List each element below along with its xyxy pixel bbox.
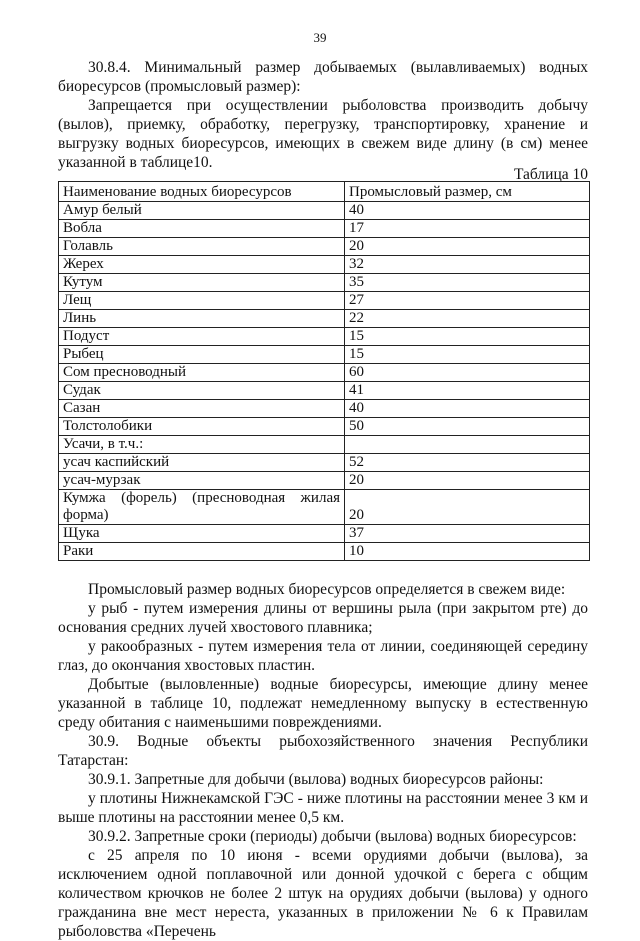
species-name: усач-мурзак	[59, 472, 345, 490]
min-size: 60	[345, 364, 590, 382]
min-size: 27	[345, 292, 590, 310]
table-row	[59, 364, 590, 382]
table-row	[59, 256, 590, 274]
min-size: 40	[345, 202, 590, 220]
body-paragraph: с 25 апреля по 10 июня - всеми орудиями добычи (вылова), за исключением одной поплавочной или донной удочкой с берега с общим количеством крючков не более 2 штук на орудиях добычи (вылова) у одного гражданина вне мест нереста, указанных в приложении № 6 к Правилам рыболовства «Перечень	[58, 847, 588, 940]
min-size: 40	[345, 400, 590, 418]
body-section	[58, 580, 588, 941]
table-row	[59, 543, 590, 561]
species-name: усач каспийский	[59, 454, 345, 472]
species-name: Вобла	[59, 220, 345, 238]
min-size: 20	[345, 238, 590, 256]
species-name: Голавль	[59, 238, 345, 256]
min-size: 37	[345, 525, 590, 543]
prohibition-paragraph: Запрещается при осуществлении рыболовства производить добычу (вылов), приемку, обработку, перегрузку, транспортировку, хранение и выгрузку водных биоресурсов, имеющих в свежем виде длину (в см) менее указанной в таблице10.	[58, 97, 588, 171]
species-name: Щука	[59, 525, 345, 543]
table-row	[59, 274, 590, 292]
species-name: Лещ	[59, 292, 345, 310]
table-row	[59, 472, 590, 490]
min-size: 32	[345, 256, 590, 274]
min-size	[345, 436, 590, 454]
table-caption: Таблица 10	[513, 166, 588, 183]
table-row	[59, 454, 590, 472]
body-paragraph: у плотины Нижнекамской ГЭС - ниже плотины на расстоянии менее 3 км и выше плотины на расстоянии менее 0,5 км.	[58, 790, 588, 826]
table-row	[59, 310, 590, 328]
species-name: Жерех	[59, 256, 345, 274]
table-row	[59, 490, 590, 525]
header-name: Наименование водных биоресурсов	[59, 182, 345, 202]
species-name: Сазан	[59, 400, 345, 418]
table-row	[59, 525, 590, 543]
table-row	[59, 382, 590, 400]
min-size: 35	[345, 274, 590, 292]
min-size: 20	[345, 490, 590, 525]
min-size: 17	[345, 220, 590, 238]
table-row	[59, 436, 590, 454]
table-header-row	[59, 182, 590, 202]
body-paragraph: Добытые (выловленные) водные биоресурсы, имеющие длину менее указанной в таблице 10, подлежат немедленному выпуску в естественную среду обитания с наименьшими повреждениями.	[58, 676, 588, 731]
page-number: 39	[313, 30, 327, 45]
min-size: 41	[345, 382, 590, 400]
table-row	[59, 346, 590, 364]
table-row	[59, 220, 590, 238]
section-heading-30-8-4: 30.8.4. Минимальный размер добываемых (вылавливаемых) водных биоресурсов (промысловый размер):	[58, 59, 588, 95]
min-size: 52	[345, 454, 590, 472]
body-paragraph: у ракообразных - путем измерения тела от линии, соединяющей середину глаз, до окончания хвостовых пластин.	[58, 638, 588, 674]
body-paragraph: 30.9.1. Запретные для добычи (вылова) водных биоресурсов районы:	[88, 771, 544, 788]
min-size: 22	[345, 310, 590, 328]
min-size: 50	[345, 418, 590, 436]
species-name: Линь	[59, 310, 345, 328]
body-paragraph: 30.9.2. Запретные сроки (периоды) добычи (вылова) водных биоресурсов:	[88, 828, 577, 845]
min-size: 10	[345, 543, 590, 561]
body-paragraph: 30.9. Водные объекты рыбохозяйственного значения Республики Татарстан:	[58, 733, 588, 769]
table-row	[59, 418, 590, 436]
min-size: 20	[345, 472, 590, 490]
species-name: Раки	[59, 543, 345, 561]
table-row	[59, 238, 590, 256]
species-name: Усачи, в т.ч.:	[59, 436, 345, 454]
species-name: Сом пресноводный	[59, 364, 345, 382]
species-name: Судак	[59, 382, 345, 400]
intro-section	[58, 58, 588, 172]
min-size: 15	[345, 346, 590, 364]
body-paragraph: Промысловый размер водных биоресурсов определяется в свежем виде:	[88, 581, 566, 598]
body-paragraph: у рыб - путем измерения длины от вершины рыла (при закрытом рте) до основания средних лучей хвостового плавника;	[58, 600, 588, 636]
species-name: Подуст	[59, 328, 345, 346]
table-row	[59, 292, 590, 310]
table-row	[59, 328, 590, 346]
species-name: Кумжа (форель) (пресноводная жилая форма)	[59, 490, 345, 525]
species-name: Кутум	[59, 274, 345, 292]
min-size: 15	[345, 328, 590, 346]
table-row	[59, 400, 590, 418]
header-size: Промысловый размер, см	[345, 182, 590, 202]
species-name: Толстолобики	[59, 418, 345, 436]
fish-size-table	[58, 181, 590, 561]
table-row	[59, 202, 590, 220]
species-name: Рыбец	[59, 346, 345, 364]
species-name: Амур белый	[59, 202, 345, 220]
